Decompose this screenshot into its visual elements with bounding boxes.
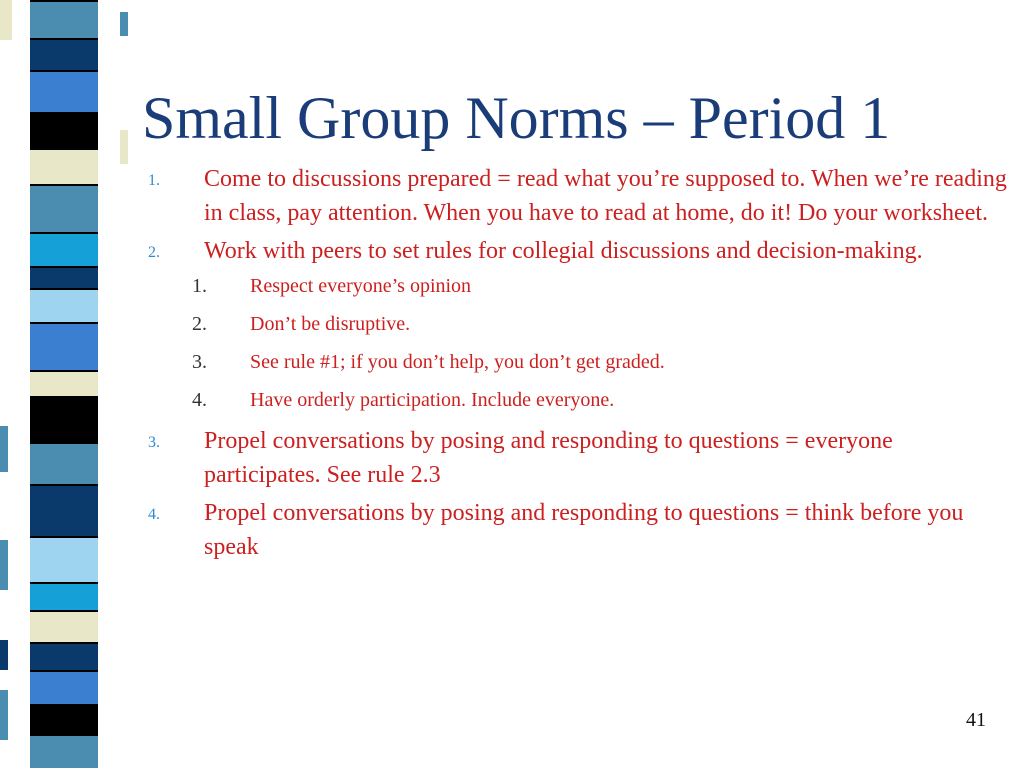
stripe (30, 288, 98, 324)
list-marker: 4. (192, 389, 207, 411)
stripe (30, 148, 98, 186)
stripe (30, 112, 98, 150)
edge-block (0, 640, 8, 670)
stripe (30, 396, 98, 444)
list-item (140, 162, 1010, 230)
stripe (30, 642, 98, 672)
list-item-text: Work with peers to set rules for collegial discussions and decision-making. (204, 238, 923, 264)
stripe (30, 704, 98, 736)
list-item (140, 496, 1010, 564)
list-marker: 2. (192, 313, 207, 335)
accent-square (120, 12, 128, 36)
list-item (140, 234, 1010, 268)
accent-square (120, 130, 128, 164)
stripe (30, 670, 98, 706)
stripe (30, 70, 98, 114)
norms-list (140, 162, 1010, 568)
list-marker: 3. (192, 351, 207, 373)
list-item-text: Propel conversations by posing and responding to questions = everyone participates. See rule 2.3 (204, 428, 893, 488)
decorative-stripe-bar (0, 0, 112, 768)
list-marker: 4. (148, 506, 160, 523)
sub-list-item (140, 272, 1010, 300)
list-marker: 1. (148, 172, 160, 189)
edge-block (0, 690, 8, 740)
list-marker: 2. (148, 244, 160, 261)
list-marker: 1. (192, 275, 207, 297)
sub-list-item (140, 310, 1010, 338)
stripe (30, 232, 98, 268)
stripe (30, 610, 98, 644)
page-number: 41 (966, 709, 986, 731)
list-item-text: Come to discussions prepared = read what you’re supposed to. When we’re reading in class, pay attention. When you have to read at home, do it! Do your worksheet. (204, 166, 1007, 226)
list-item-text: Respect everyone’s opinion (250, 275, 472, 297)
list-marker: 3. (148, 434, 160, 451)
edge-block (0, 426, 8, 472)
stripe (30, 0, 98, 40)
list-item (140, 424, 1010, 492)
list-item-text: Have orderly participation. Include everyone. (250, 389, 615, 411)
list-item-text: See rule #1; if you don’t help, you don’t get graded. (250, 351, 665, 373)
edge-block (0, 540, 8, 590)
sub-list-item (140, 386, 1010, 414)
stripe (30, 442, 98, 486)
stripe (30, 536, 98, 584)
edge-block (0, 0, 12, 40)
slide-title: Small Group Norms – Period 1 (142, 85, 891, 151)
stripe (30, 484, 98, 538)
list-item-text: Don’t be disruptive. (250, 313, 411, 335)
stripe (30, 734, 98, 768)
stripe (30, 370, 98, 398)
stripe (30, 266, 98, 290)
list-item-text: Propel conversations by posing and responding to questions = think before you speak (204, 500, 964, 560)
stripe (30, 582, 98, 612)
sub-list-item (140, 348, 1010, 376)
stripe (30, 38, 98, 72)
stripe (30, 184, 98, 234)
stripe (30, 322, 98, 372)
